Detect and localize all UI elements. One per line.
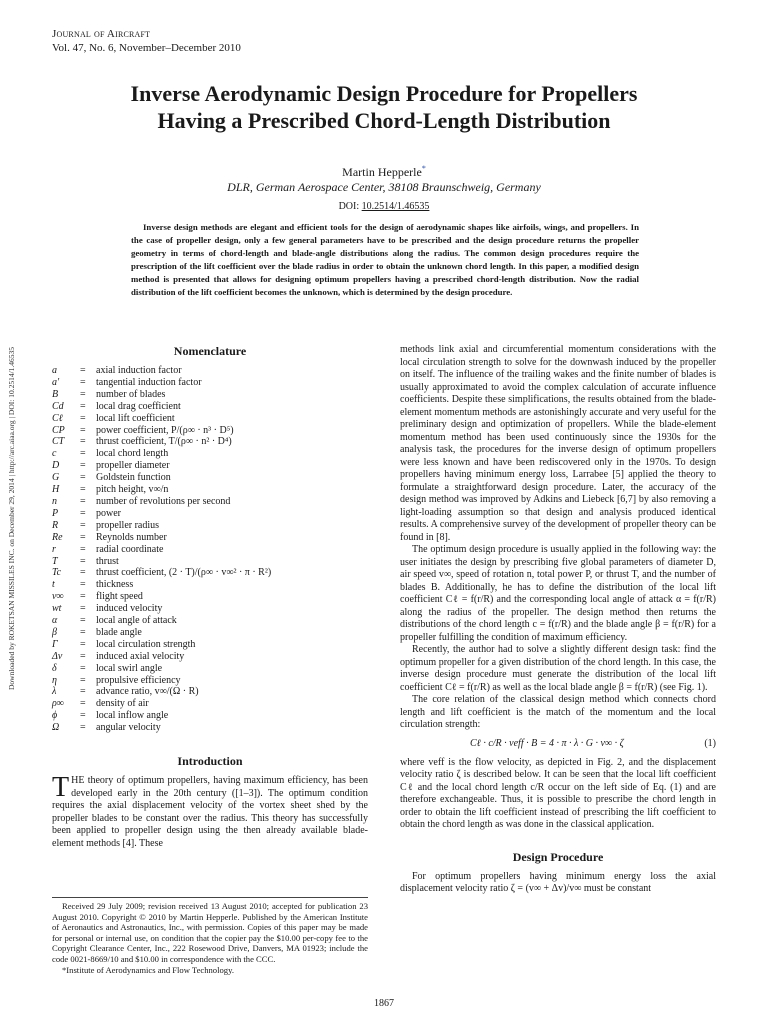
nomenclature-equals: = <box>80 376 86 388</box>
nomenclature-row <box>52 663 271 675</box>
nomenclature-symbol: λ <box>52 686 57 698</box>
nomenclature-description: thickness <box>96 579 134 591</box>
nomenclature-description: flight speed <box>96 591 143 603</box>
nomenclature-description: thrust <box>96 555 119 567</box>
nomenclature-description: local angle of attack <box>96 615 177 627</box>
nomenclature-equals: = <box>80 460 86 472</box>
nomenclature-equals: = <box>80 412 86 424</box>
download-sidebar <box>0 300 14 700</box>
nomenclature-row <box>52 686 271 698</box>
nomenclature-equals: = <box>80 591 86 603</box>
nomenclature-description: blade angle <box>96 626 142 638</box>
nomenclature-equals: = <box>80 531 86 543</box>
nomenclature-row <box>52 365 271 377</box>
nomenclature-row <box>52 615 271 627</box>
nomenclature-symbol: Cℓ <box>52 412 63 424</box>
nomenclature-equals: = <box>80 603 86 615</box>
nomenclature-symbol: α <box>52 615 58 627</box>
nomenclature-equals: = <box>80 388 86 400</box>
nomenclature-symbol: T <box>52 555 58 567</box>
nomenclature-symbol: ρ∞ <box>52 698 64 710</box>
nomenclature-row <box>52 508 271 520</box>
doi-line <box>40 201 728 212</box>
nomenclature-symbol: a' <box>52 376 60 388</box>
nomenclature-row <box>52 627 271 639</box>
nomenclature-equals: = <box>80 543 86 555</box>
nomenclature-equals: = <box>80 626 86 638</box>
design-procedure-heading: Design Procedure <box>512 849 604 864</box>
nomenclature-symbol: δ <box>52 662 57 674</box>
nomenclature-description: thrust coefficient, T/(ρ∞ · n² · D⁴) <box>96 436 232 448</box>
nomenclature-symbol: t <box>52 579 55 591</box>
nomenclature-equals: = <box>80 448 86 460</box>
nomenclature-description: advance ratio, v∞/(Ω · R) <box>96 686 199 698</box>
nomenclature-symbol: P <box>52 507 59 519</box>
nomenclature-row <box>52 413 271 425</box>
nomenclature-symbol: CT <box>52 436 65 448</box>
nomenclature-description: induced axial velocity <box>96 650 185 662</box>
nomenclature-equals: = <box>80 650 86 662</box>
nomenclature-equals: = <box>80 615 86 627</box>
author-name: Martin Hepperle <box>342 165 422 179</box>
doi-label: DOI: <box>338 201 362 212</box>
nomenclature-description: number of revolutions per second <box>96 495 231 507</box>
nomenclature-equals: = <box>80 495 86 507</box>
author-footnote-mark[interactable]: * <box>421 164 426 173</box>
nomenclature-equals: = <box>80 710 86 722</box>
nomenclature-row <box>52 496 271 508</box>
nomenclature-description: local inflow angle <box>96 710 169 722</box>
journal-header <box>52 27 241 55</box>
nomenclature-row <box>52 532 271 544</box>
left-column <box>52 344 368 850</box>
nomenclature-equals: = <box>80 698 86 710</box>
nomenclature-symbol: ϕ <box>52 710 58 722</box>
nomenclature-description: local lift coefficient <box>96 412 175 424</box>
received-footnote: Received 29 July 2009; revision received 13 August 2010; accepted for publication 23 August 2010. Copyright © 2010 by Martin Hepperle. Published by the American Institute of Aeronautics and Astronautics, Inc., with permission. Copies of this paper may be made for personal or internal use, on condition that the copier pay the $10.00 per-copy fee to the Copyright Clearance Center, Inc., 222 Rosewood Drive, Danvers, MA 01923; include the code 0021-8669/10 and $10.00 in correspondence with the CCC. <box>52 901 368 964</box>
nomenclature-symbol: β <box>52 626 57 638</box>
nomenclature-row <box>52 603 271 615</box>
nomenclature-row <box>52 579 271 591</box>
nomenclature-row <box>52 520 271 532</box>
body-paragraph-5: where veff is the flow velocity, as depicted in Fig. 2, and the displacement velocity ratio ζ is described below. It can be seen that the local lift coefficient Cℓ and the local chord length c/R occur on the left side of Eq. (1) and are therefore exchangeable. Thus, it is possible to prescribe the chord length in order to obtain the lift coefficient instead of prescribing the lift coefficient to obtain the chord length as was done in the classical application. <box>400 756 716 830</box>
nomenclature-row <box>52 722 271 734</box>
nomenclature-description: power <box>96 507 121 519</box>
nomenclature-symbol: CP <box>52 424 65 436</box>
nomenclature-row <box>52 377 271 389</box>
nomenclature-row <box>52 556 271 568</box>
nomenclature-symbol: r <box>52 543 56 555</box>
introduction-heading: Introduction <box>177 754 243 769</box>
nomenclature-row <box>52 484 271 496</box>
nomenclature-description: propeller diameter <box>96 460 170 472</box>
nomenclature-symbol: B <box>52 388 59 400</box>
title-line-2: Having a Prescribed Chord-Length Distribution <box>157 108 611 133</box>
nomenclature-row <box>52 710 271 722</box>
nomenclature-row <box>52 460 271 472</box>
nomenclature-symbol: wt <box>52 603 62 615</box>
nomenclature-symbol: Δv <box>52 650 63 662</box>
author-line <box>40 164 728 180</box>
nomenclature-equals: = <box>80 507 86 519</box>
abstract: Inverse design methods are elegant and efficient tools for the design of aerodynamic shapes like airfoils, wings, and propellers. In the case of propeller design, only a few general parameters have to be prescribed and the design procedure returns the propeller geometry in terms of chord-length and blade-angle distributions along the radius. The common design procedures require the prescription of the lift coefficient over the blade radius in order to obtain the unknown chord length. In this paper, a modified design method is presented that allows for designing optimum propellers having a prescribed chord-length distribution. Now the radial distribution of the lift coefficient becomes the unknown, which is determined by the design procedure. <box>131 222 639 297</box>
nomenclature-equals: = <box>80 579 86 591</box>
nomenclature-description: angular velocity <box>96 722 161 734</box>
nomenclature-equals: = <box>80 436 86 448</box>
nomenclature-description: local chord length <box>96 448 169 460</box>
journal-issue: Vol. 47, No. 6, November–December 2010 <box>52 42 241 54</box>
nomenclature-equals: = <box>80 638 86 650</box>
nomenclature-symbol: a <box>52 365 57 376</box>
nomenclature-description: thrust coefficient, (2 · T)/(ρ∞ · v∞² · π · R²) <box>96 567 272 579</box>
affiliation: DLR, German Aerospace Center, 38108 Braunschweig, Germany <box>227 180 541 194</box>
nomenclature-symbol: Γ <box>52 638 58 650</box>
nomenclature-equals: = <box>80 484 86 496</box>
nomenclature-symbol: Tc <box>52 567 62 579</box>
nomenclature-equals: = <box>80 722 86 734</box>
nomenclature-symbol: Cd <box>52 400 64 412</box>
nomenclature-row <box>52 567 271 579</box>
nomenclature-equals: = <box>80 686 86 698</box>
nomenclature-description: Reynolds number <box>96 531 167 543</box>
footnotes <box>52 897 368 975</box>
nomenclature-row <box>52 639 271 651</box>
right-column <box>400 344 716 896</box>
doi-link[interactable]: 10.2514/1.46535 <box>361 201 430 212</box>
nomenclature-row <box>52 448 271 460</box>
nomenclature-equals: = <box>80 567 86 579</box>
nomenclature-description: local swirl angle <box>96 662 163 674</box>
title-line-1: Inverse Aerodynamic Design Procedure for Propellers <box>130 81 638 106</box>
nomenclature-description: local circulation strength <box>96 638 196 650</box>
nomenclature-table <box>52 365 271 734</box>
nomenclature-symbol: G <box>52 472 60 484</box>
nomenclature-symbol: Re <box>52 531 63 543</box>
institute-footnote: *Institute of Aerodynamics and Flow Technology. <box>62 964 234 975</box>
nomenclature-row <box>52 436 271 448</box>
nomenclature-description: number of blades <box>96 388 166 400</box>
body-paragraph-1: methods link axial and circumferential momentum considerations with the local circulation strength to solve for the downwash induced by the propeller on itself. The influence of the trailing wakes and the finite number of blades is usually approximated to avoid the complex calculation of accurate influence coefficients. Despite these simplifications, the results obtained from the blade-element momentum methods are astonishingly accurate and very useful for the preliminary design and optimization of propellers. While the blade-element momentum method has been used continuously since the 1930s for the analysis task, the procedures for the inverse design of optimum propellers were less known and have been rediscovered only in the 1970s. To design propellers having minimum energy loss, Larrabee [5] applied the theory to formulate a straightforward design procedure. Later, the accuracy of the design method was improved by Adkins and Liebeck [6,7] by also removing a light-loading assumption so that design and analysis produced identical results. A comprehensive survey of the development of propeller theory can be found in [8]. <box>400 344 716 543</box>
nomenclature-description: radial coordinate <box>96 543 164 555</box>
nomenclature-description: local drag coefficient <box>96 400 181 412</box>
nomenclature-description: propulsive efficiency <box>96 674 181 686</box>
nomenclature-equals: = <box>80 519 86 531</box>
nomenclature-description: propeller radius <box>96 519 160 531</box>
nomenclature-row <box>52 698 271 710</box>
journal-name: Journal of Aircraft <box>52 28 151 40</box>
body-paragraph-2: The optimum design procedure is usually applied in the following way: the user initiates the design by prescribing five global parameters of diameter D, air speed v∞, speed of rotation n, total power P, or thrust T, and the number of blades B. Additionally, he has to define the distribution of the local lift coefficient Cℓ = f(r/R) and the corresponding local angle of attack α = f(r/R) along the radius of the propeller. The design method then returns the distributions of the chord length c = f(r/R) and the blade angle β = f(r/R) for a propeller fulfilling the condition of maximum efficiency. <box>400 544 716 643</box>
nomenclature-description: density of air <box>96 698 149 710</box>
nomenclature-symbol: η <box>52 674 57 686</box>
nomenclature-row <box>52 651 271 663</box>
nomenclature-symbol: v∞ <box>52 591 64 603</box>
nomenclature-equals: = <box>80 424 86 436</box>
equation-text: Cℓ · c/R · veff · B = 4 · π · λ · G · v∞ · ζ <box>470 737 624 749</box>
body-paragraph-3: Recently, the author had to solve a slightly different design task: find the optimum propeller for a given distribution of the chord length. In this case, the inverse design procedure must generate the distribution of the local lift coefficient Cℓ = f(r/R) as well as the local blade angle β = f(r/R) (see Fig. 1). <box>400 644 716 693</box>
nomenclature-row <box>52 425 271 437</box>
nomenclature-equals: = <box>80 555 86 567</box>
page-number: 1867 <box>374 998 394 1009</box>
nomenclature-symbol: n <box>52 495 57 507</box>
nomenclature-description: Goldstein function <box>96 472 171 484</box>
paper-title <box>40 80 728 134</box>
nomenclature-equals: = <box>80 365 86 376</box>
nomenclature-symbol: D <box>52 460 60 472</box>
nomenclature-description: power coefficient, P/(ρ∞ · n³ · D⁵) <box>96 424 234 436</box>
nomenclature-symbol: H <box>52 484 60 496</box>
nomenclature-row <box>52 389 271 401</box>
body-paragraph-4: The core relation of the classical design method which connects chord length and lift coefficient is the match of the momentum and the local circulation strength: <box>400 694 716 730</box>
nomenclature-symbol: R <box>52 519 59 531</box>
nomenclature-description: tangential induction factor <box>96 376 202 388</box>
nomenclature-row <box>52 544 271 556</box>
nomenclature-description: axial induction factor <box>96 365 182 376</box>
nomenclature-equals: = <box>80 662 86 674</box>
nomenclature-symbol: c <box>52 448 57 460</box>
nomenclature-equals: = <box>80 674 86 686</box>
nomenclature-row <box>52 401 271 413</box>
nomenclature-description: pitch height, v∞/n <box>96 484 169 496</box>
nomenclature-row <box>52 591 271 603</box>
nomenclature-row <box>52 675 271 687</box>
nomenclature-equals: = <box>80 472 86 484</box>
nomenclature-heading: Nomenclature <box>173 344 247 358</box>
equation-1 <box>400 738 716 749</box>
download-notice: Downloaded by ROKETSAN MISSILES INC. on December 29, 2014 | http://arc.aiaa.org | DOI: 10.2514/1.46535 <box>7 346 16 690</box>
intro-paragraph: THE theory of optimum propellers, having maximum efficiency, has been developed early in the 20th century ([1–3]). The optimum condition requires the axial displacement velocity of the vortex sheet shed by the propeller blades to be constant over the radius. This theory has successfully been applied to propeller design using the then already available blade-element methods [4]. These <box>52 772 368 849</box>
equation-number: (1) <box>704 737 716 749</box>
nomenclature-equals: = <box>80 400 86 412</box>
body-paragraph-6: For optimum propellers having minimum energy loss the axial displacement velocity ratio ζ = (v∞ + Δv)/v∞ must be constant <box>400 870 716 894</box>
nomenclature-description: induced velocity <box>96 603 163 615</box>
nomenclature-row <box>52 472 271 484</box>
nomenclature-symbol: Ω <box>52 722 60 734</box>
